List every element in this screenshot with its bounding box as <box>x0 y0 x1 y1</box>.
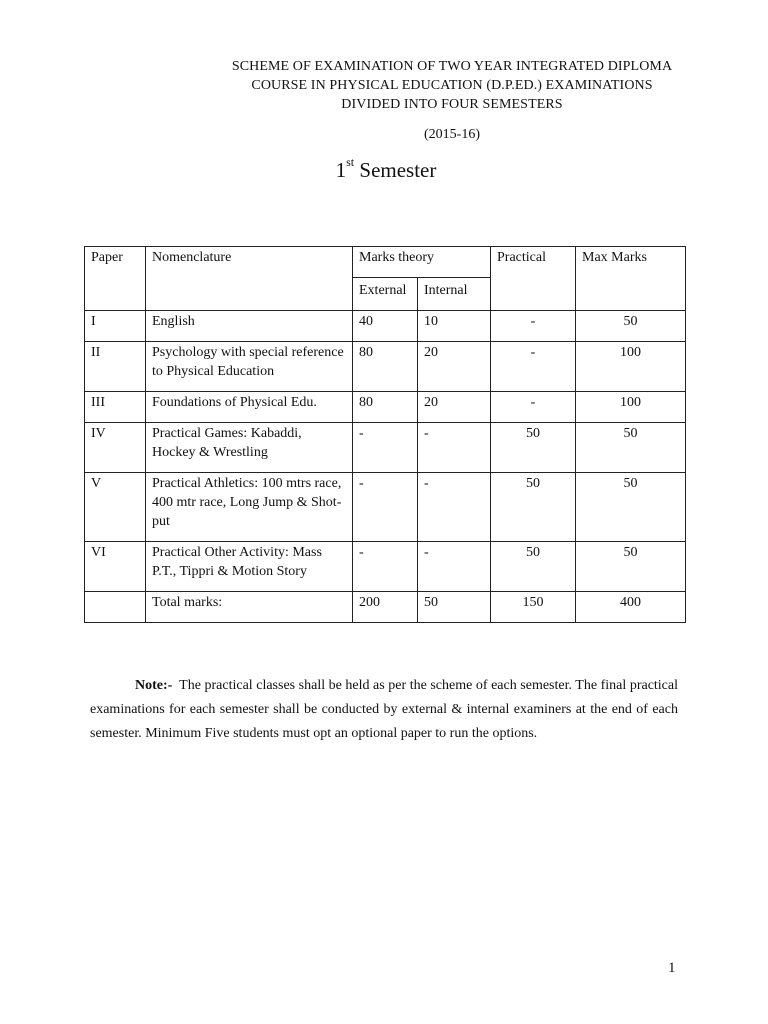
table-row <box>85 473 686 542</box>
cell-paper: III <box>85 392 146 423</box>
cell-paper: VI <box>85 542 146 592</box>
table-row <box>85 542 686 592</box>
cell-total-label: Total marks: <box>146 592 353 623</box>
document-heading <box>230 57 674 114</box>
cell-max-marks: 100 <box>576 392 686 423</box>
note-paragraph <box>90 674 678 746</box>
cell-external: 80 <box>353 392 418 423</box>
cell-nomenclature: Practical Games: Kabaddi, Hockey & Wrestling <box>146 423 353 473</box>
cell-max-marks: 50 <box>576 311 686 342</box>
note-label: Note:- <box>135 678 173 693</box>
cell-total-max: 400 <box>576 592 686 623</box>
cell-practical: - <box>491 342 576 392</box>
table-row <box>85 392 686 423</box>
header-internal: Internal <box>418 278 491 311</box>
cell-practical: 50 <box>491 473 576 542</box>
cell-max-marks: 50 <box>576 473 686 542</box>
semester-suffix: st <box>346 155 355 169</box>
cell-nomenclature: Foundations of Physical Edu. <box>146 392 353 423</box>
cell-practical: 50 <box>491 542 576 592</box>
cell-internal: - <box>418 473 491 542</box>
table-header-row <box>85 247 686 278</box>
semester-number: 1 <box>335 158 347 182</box>
heading-line-2: COURSE IN PHYSICAL EDUCATION (D.P.ED.) EXAMINATIONS <box>251 78 653 93</box>
cell-total-external: 200 <box>353 592 418 623</box>
semester-label: Semester <box>359 158 437 182</box>
header-external: External <box>353 278 418 311</box>
cell-max-marks: 50 <box>576 542 686 592</box>
cell-practical: 50 <box>491 423 576 473</box>
header-paper: Paper <box>85 247 146 311</box>
cell-practical: - <box>491 392 576 423</box>
header-nomenclature: Nomenclature <box>146 247 353 311</box>
cell-internal: - <box>418 542 491 592</box>
semester-title <box>230 155 542 183</box>
academic-year: (2015-16) <box>424 127 480 142</box>
marks-table <box>84 246 686 623</box>
cell-practical: - <box>491 311 576 342</box>
cell-paper: V <box>85 473 146 542</box>
cell-internal: 20 <box>418 392 491 423</box>
cell-nomenclature: Practical Athletics: 100 mtrs race, 400 mtr race, Long Jump & Shot-put <box>146 473 353 542</box>
header-marks-theory: Marks theory <box>353 247 491 278</box>
header-max-marks: Max Marks <box>576 247 686 311</box>
cell-nomenclature: Practical Other Activity: Mass P.T., Tippri & Motion Story <box>146 542 353 592</box>
cell-paper: IV <box>85 423 146 473</box>
cell-internal: - <box>418 423 491 473</box>
cell-total-practical: 150 <box>491 592 576 623</box>
table-row <box>85 423 686 473</box>
page-number: 1 <box>668 960 676 976</box>
heading-line-1: SCHEME OF EXAMINATION OF TWO YEAR INTEGRATED DIPLOMA <box>231 59 673 74</box>
table-row <box>85 342 686 392</box>
heading-line-3: DIVIDED INTO FOUR SEMESTERS <box>341 97 563 112</box>
cell-external: - <box>353 542 418 592</box>
cell-total-internal: 50 <box>418 592 491 623</box>
note-text: The practical classes shall be held as per the scheme of each semester. The final practical examinations for each semester shall be conducted by external & internal examiners at the end of each semester. Minimum Five students must opt an optional paper to run the options. <box>90 678 679 741</box>
cell-external: - <box>353 473 418 542</box>
cell-paper: I <box>85 311 146 342</box>
cell-nomenclature: English <box>146 311 353 342</box>
table-row <box>85 311 686 342</box>
cell-external: 40 <box>353 311 418 342</box>
cell-paper-empty <box>85 592 146 623</box>
cell-paper: II <box>85 342 146 392</box>
header-practical: Practical <box>491 247 576 311</box>
cell-internal: 20 <box>418 342 491 392</box>
cell-nomenclature: Psychology with special reference to Physical Education <box>146 342 353 392</box>
cell-max-marks: 100 <box>576 342 686 392</box>
cell-external: - <box>353 423 418 473</box>
table-total-row <box>85 592 686 623</box>
cell-external: 80 <box>353 342 418 392</box>
cell-internal: 10 <box>418 311 491 342</box>
cell-max-marks: 50 <box>576 423 686 473</box>
